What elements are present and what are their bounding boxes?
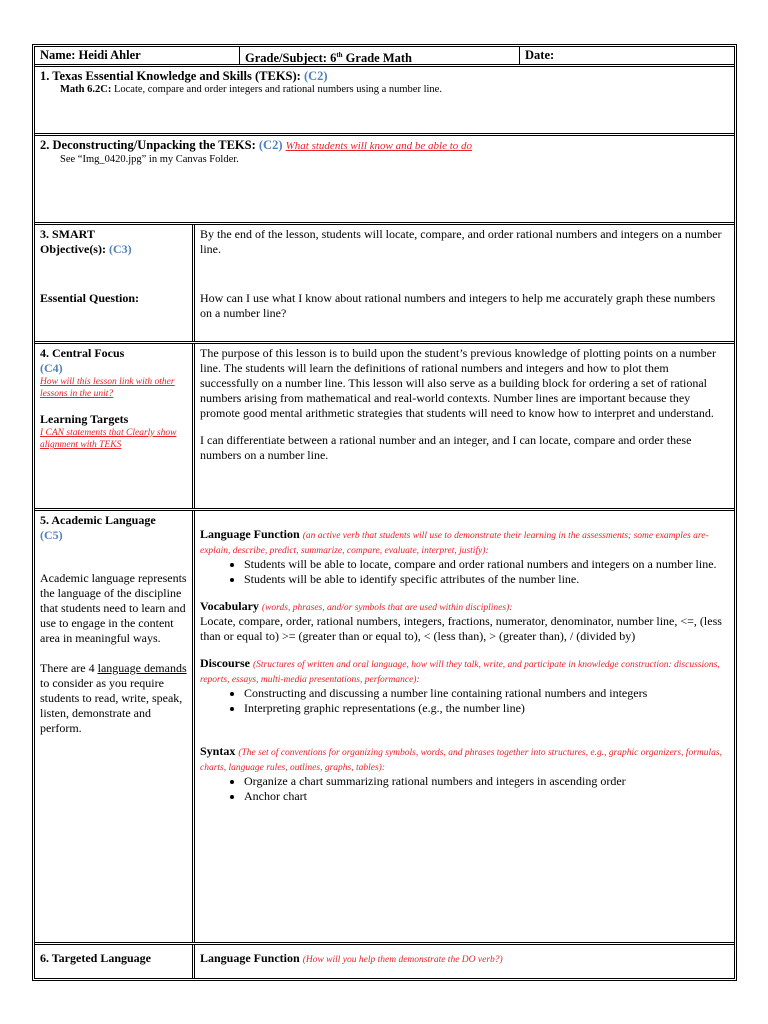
teks-standard-label: Math 6.2C:	[60, 84, 112, 95]
unpack-section	[35, 136, 734, 225]
teks-title: 1. Texas Essential Knowledge and Skills (TEKS):	[40, 69, 301, 83]
language-function-label: Language Function	[200, 527, 300, 541]
academic-language-content-cell	[195, 511, 734, 942]
unpack-text: See “Img_0420.jpg” in my Canvas Folder.	[60, 154, 239, 165]
vocabulary-text: Locate, compare, order, rational numbers, integers, fractions, numerator, denominator, number line, <=, (less than or equal to) >= (greater than or equal to), < (less than), > (greater than), / (divided by)	[200, 614, 722, 643]
unpack-heading	[40, 138, 729, 153]
vocabulary-note: (words, phrases, and/or symbols that are used within disciplines):	[261, 603, 513, 613]
name-label: Name:	[40, 48, 76, 62]
grade-subject: Grade Math	[345, 51, 412, 66]
essential-question-text: How can I use what I know about rational numbers and integers to help me accurately graph these numbers on a number line?	[200, 291, 716, 320]
academic-language-code: (C5)	[40, 528, 63, 542]
discourse-list	[200, 686, 729, 716]
grade-label: Grade/Subject:	[245, 51, 327, 66]
syntax-label: Syntax	[200, 744, 236, 758]
name-cell	[35, 47, 240, 64]
smart-section	[35, 225, 734, 344]
targeted-language-function-label: Language Function	[200, 951, 300, 965]
discourse-block	[200, 656, 729, 686]
language-demands-text	[40, 661, 187, 736]
targeted-language-function-note: (How will you help them demonstrate the DO verb?)	[302, 955, 503, 965]
unpack-prompt: What students will know and be able to do	[285, 140, 473, 152]
list-item: • Organize a chart summarizing rational numbers and integers in ascending order	[244, 774, 729, 789]
central-focus-title: 4. Central Focus	[40, 346, 125, 360]
language-function-block	[200, 527, 729, 557]
list-item: • Interpreting graphic representations (e.g., the number line)	[244, 701, 729, 716]
list-item: • Students will be able to locate, compare and order rational numbers and integers on a number line.	[244, 557, 729, 572]
academic-language-section	[35, 511, 734, 945]
date-cell	[520, 47, 734, 64]
smart-title: 3. SMART	[40, 227, 95, 241]
learning-targets-prompt: I CAN statements that Clearly show alignment with TEKS	[40, 428, 177, 450]
smart-label-cell	[35, 225, 195, 341]
discourse-label: Discourse	[200, 656, 250, 670]
central-focus-label-cell	[35, 344, 195, 508]
lesson-plan-table	[32, 44, 737, 981]
targeted-language-title: 6. Targeted Language	[40, 951, 152, 965]
targeted-language-content-cell	[195, 945, 734, 978]
demands-post: to consider as you require students to read, write, speak, listen, demonstrate and perform.	[40, 676, 183, 735]
syntax-list	[200, 774, 729, 804]
teks-section	[35, 67, 734, 136]
grade-value: 6	[330, 51, 337, 66]
academic-language-label-cell	[35, 511, 195, 942]
vocabulary-label: Vocabulary	[200, 599, 259, 613]
teks-standard	[40, 83, 729, 96]
central-focus-text: The purpose of this lesson is to build upon the student’s previous knowledge of plotting points on a number line. The students will learn the definitions of rational numbers and integers and how to plot them successfully on a number line. This lesson will also serve as a building block for ordering a set of rational numbers arising from mathematical and real-world contexts. Number lines are important because they promote good mental arithmetic strategies that students will need to know how to interpret and understand.	[200, 346, 716, 420]
syntax-block	[200, 744, 729, 774]
demands-underlined: language demands	[97, 661, 187, 675]
date-label: Date:	[525, 48, 555, 62]
list-item: • Anchor chart	[244, 789, 729, 804]
academic-language-title: 5. Academic Language	[40, 513, 156, 527]
teks-code: (C2)	[303, 69, 328, 83]
list-item: • Constructing and discussing a number line containing rational numbers and integers	[244, 686, 729, 701]
vocabulary-heading	[200, 599, 729, 614]
smart-content-cell	[195, 225, 734, 341]
lesson-plan-page	[32, 44, 737, 981]
central-focus-content-cell	[195, 344, 734, 508]
central-focus-section	[35, 344, 734, 511]
demands-pre: There are 4	[40, 661, 95, 675]
syntax-note: (The set of conventions for organizing symbols, words, and phrases together into structures, e.g., graphic organizers, formulas, charts, language rules, outlines, graphs, tables):	[200, 748, 722, 773]
central-focus-prompt: How will this lesson link with other lessons in the unit?	[40, 377, 175, 399]
name-value: Heidi Ahler	[78, 48, 141, 62]
smart-objectives-label: Objective(s):	[40, 242, 106, 256]
academic-language-description: Academic language represents the language of the discipline that students need to learn and use to engage in the content area in meaningful ways.	[40, 571, 187, 645]
grade-suffix: th	[336, 51, 343, 59]
discourse-note: (Structures of written and oral language, how will they talk, write, and participate in knowledge construction: discussions, reports, essays, multi-media presentations, performance):	[200, 660, 720, 685]
central-focus-code: (C4)	[40, 361, 63, 375]
teks-cell	[35, 67, 734, 133]
language-function-note: (an active verb that students will use to demonstrate their learning in the assessments; some examples are- explain, describe, predict, summarize, compare, evaluate, interpret, justify):	[200, 531, 709, 556]
header-row	[35, 47, 734, 67]
language-function-list	[200, 557, 729, 587]
targeted-language-label-cell	[35, 945, 195, 978]
teks-standard-text: Locate, compare and order integers and rational numbers using a number line.	[113, 84, 442, 95]
list-item: • Students will be able to identify specific attributes of the number line.	[244, 572, 729, 587]
targeted-language-section	[35, 945, 734, 978]
unpack-cell	[35, 136, 734, 222]
grade-cell	[240, 47, 520, 64]
unpack-code: (C2)	[258, 138, 283, 152]
learning-targets-title: Learning Targets	[40, 412, 129, 426]
smart-objective-text: By the end of the lesson, students will locate, compare, and order rational numbers and integers on a number line.	[200, 227, 722, 256]
essential-question-label: Essential Question:	[40, 291, 140, 305]
teks-heading	[40, 69, 729, 83]
smart-code: (C3)	[108, 242, 132, 256]
learning-target-text: I can differentiate between a rational number and an integer, and I can locate, compare and order these numbers on a number line.	[200, 433, 692, 462]
unpack-title: 2. Deconstructing/Unpacking the TEKS:	[40, 138, 256, 152]
